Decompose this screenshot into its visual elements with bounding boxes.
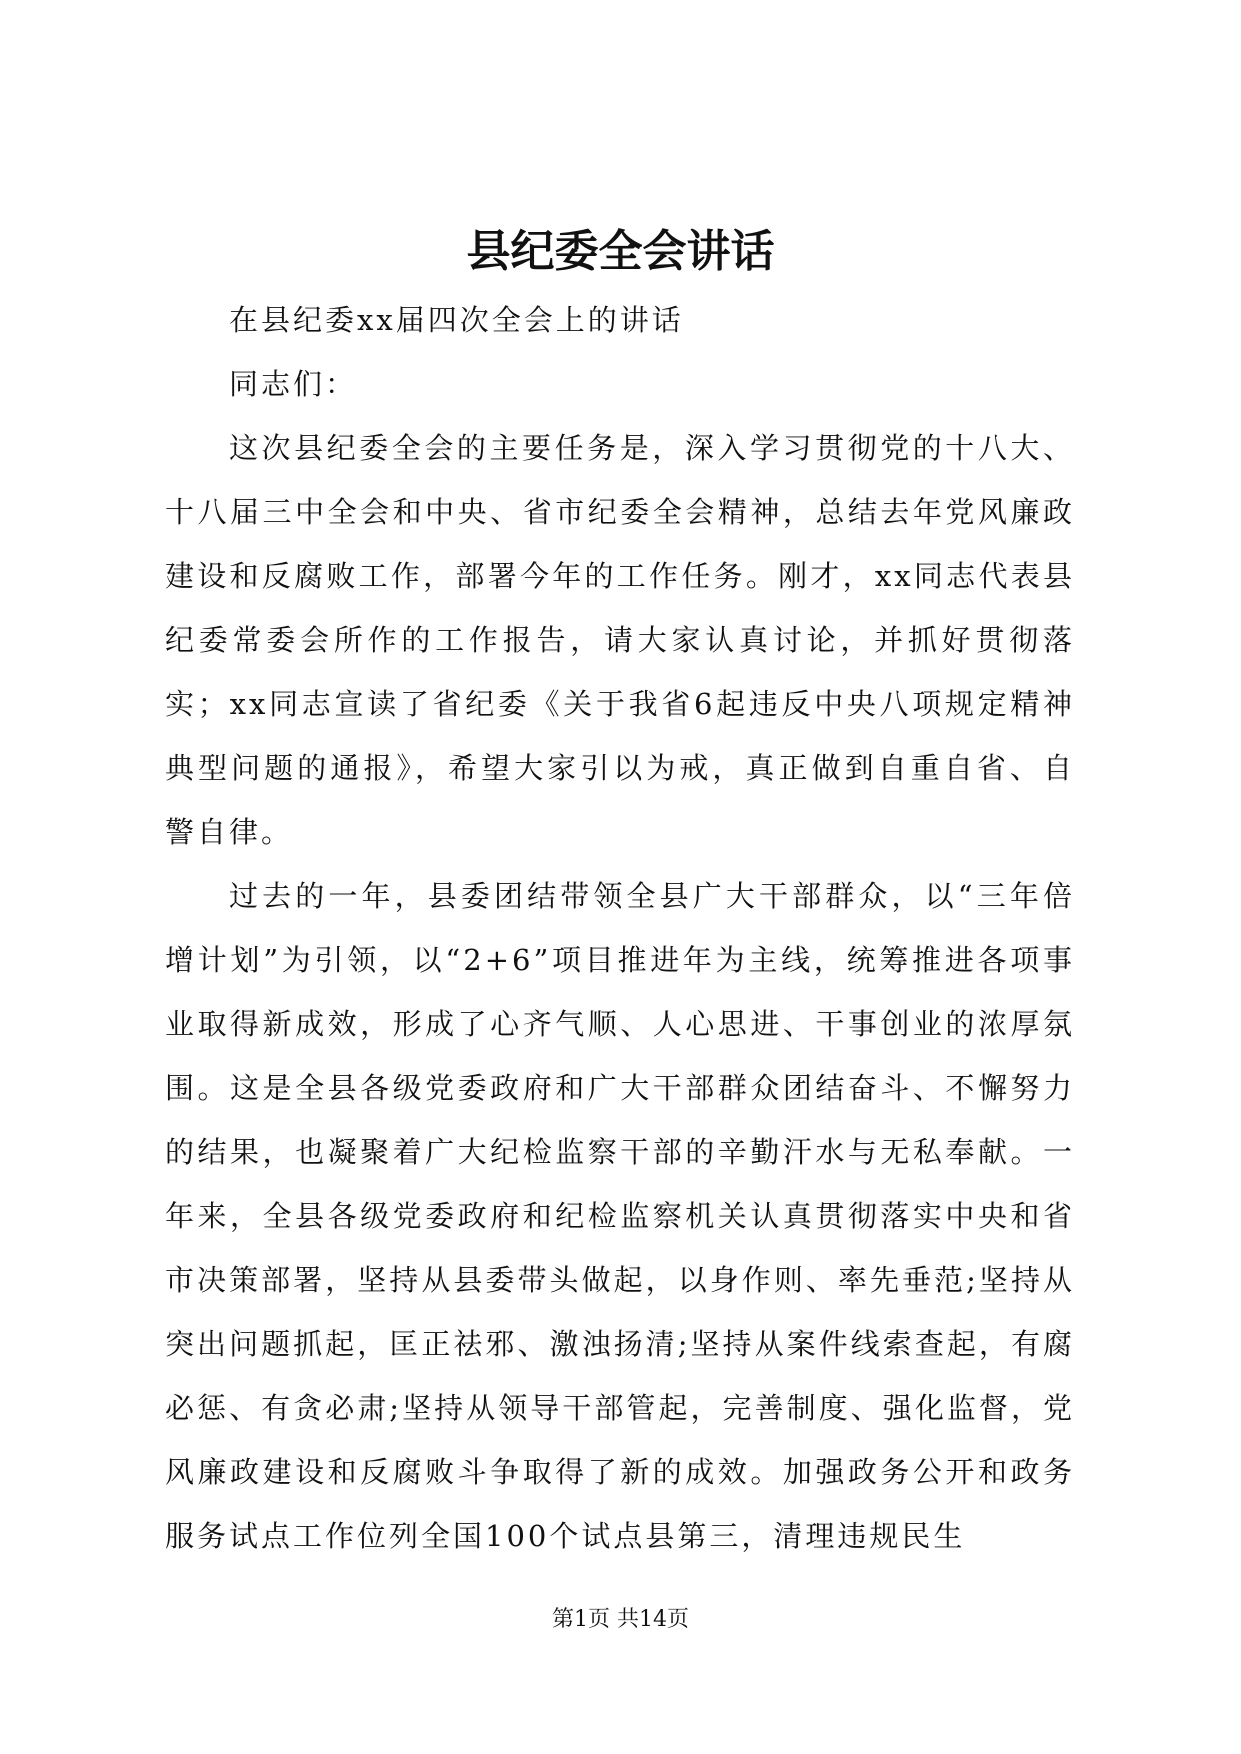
document-title: 县纪委全会讲话 bbox=[466, 226, 775, 277]
document-body bbox=[165, 288, 1075, 1568]
page-number-footer: 第1页 共14页 bbox=[552, 1607, 689, 1632]
document-subtitle: 在县纪委xx届四次全会上的讲话 bbox=[229, 303, 684, 337]
paragraph-1: 这次县纪委全会的主要任务是，深入学习贯彻党的十八大、十八届三中全会和中央、省市纪委全会精神，总结去年党风廉政建设和反腐败工作，部署今年的工作任务。刚才，xx同志代表县纪委常委会所作的工作报告，请大家认真讨论，并抓好贯彻落实；xx同志宣读了省纪委《关于我省6起违反中央八项规定精神典型问题的通报》，希望大家引以为戒，真正做到自重自省、自警自律。 bbox=[165, 431, 1075, 849]
salutation: 同志们： bbox=[229, 367, 358, 401]
paragraph-2: 过去的一年，县委团结带领全县广大干部群众，以“三年倍增计划”为引领，以“2+6”项目推进年为主线，统筹推进各项事业取得新成效，形成了心齐气顺、人心思进、干事创业的浓厚氛围。这是全县各级党委政府和广大干部群众团结奋斗、不懈努力的结果，也凝聚着广大纪检监察干部的辛勤汗水与无私奉献。一年来，全县各级党委政府和纪检监察机关认真贯彻落实中央和省市决策部署，坚持从县委带头做起，以身作则、率先垂范;坚持从突出问题抓起，匡正祛邪、激浊扬清;坚持从案件线索查起，有腐必惩、有贪必肃;坚持从领导干部管起，完善制度、强化监督，党风廉政建设和反腐败斗争取得了新的成效。加强政务公开和政务服务试点工作位列全国100个试点县第三，清理违规民生 bbox=[165, 879, 1075, 1553]
